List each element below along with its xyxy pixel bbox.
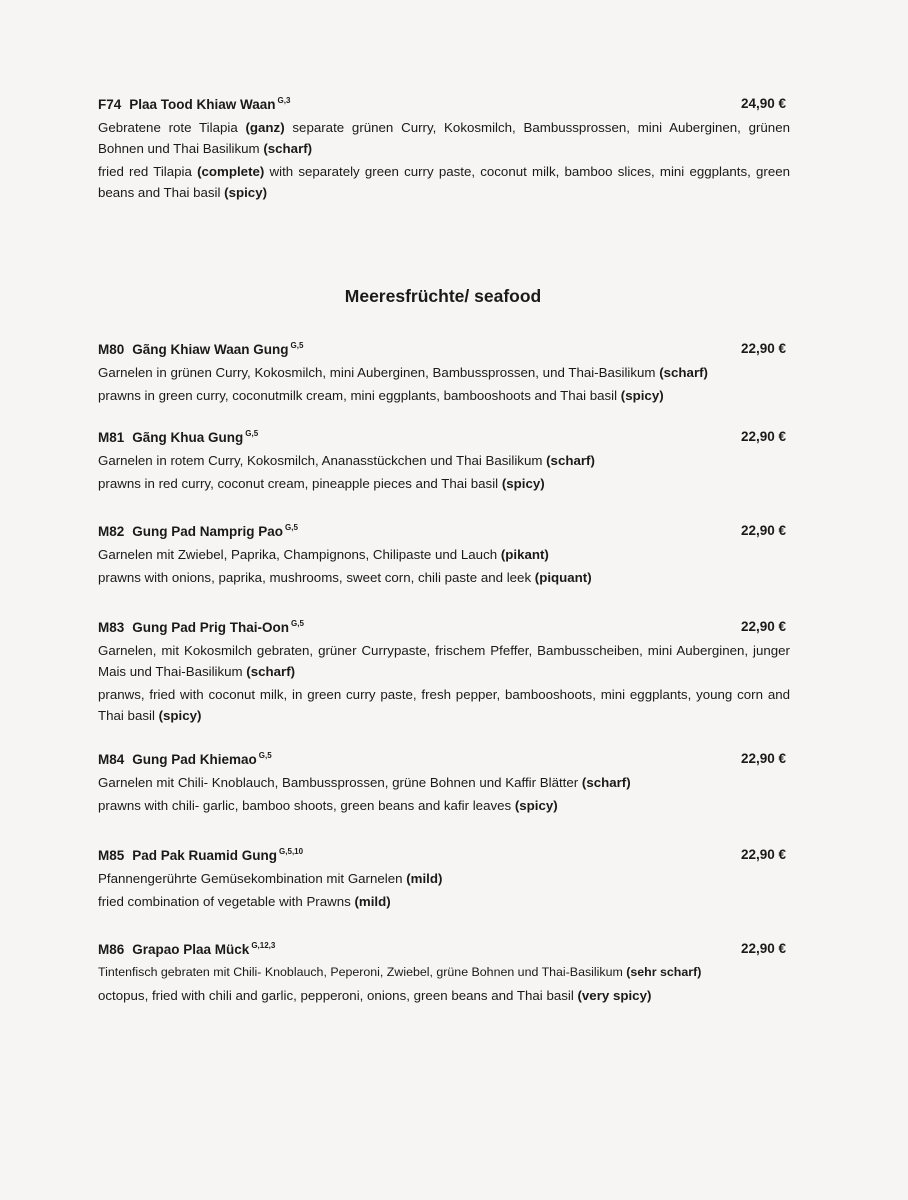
item-description-en: prawns with onions, paprika, mushrooms, sweet corn, chili paste and leek (piquant) — [98, 570, 592, 585]
menu-item-header — [98, 619, 790, 639]
item-allergens: G,5 — [245, 429, 259, 438]
item-name: Gãng Khiaw Waan Gung — [132, 342, 289, 357]
menu-item-header — [98, 523, 790, 543]
menu-item-m84 — [98, 751, 790, 816]
menu-item-header — [98, 847, 790, 867]
item-allergens: G,5,10 — [279, 847, 304, 856]
item-description-en: prawns in green curry, coconutmilk cream, mini eggplants, bambooshoots and Thai basil (spicy) — [98, 388, 664, 403]
menu-item-header — [98, 341, 790, 361]
section-title: Meeresfrüchte/ seafood — [344, 286, 542, 306]
item-price: 22,90 € — [740, 847, 786, 862]
menu-item-m86 — [98, 941, 790, 1006]
menu-item-m83 — [98, 619, 790, 726]
item-code: M83 — [98, 620, 125, 635]
item-name: Grapao Plaa Mück — [132, 942, 250, 957]
menu-item-header — [98, 751, 790, 771]
item-allergens: G,5 — [285, 523, 298, 532]
item-description-de: Garnelen in rotem Curry, Kokosmilch, Ananasstückchen und Thai Basilikum (scharf) — [98, 453, 595, 468]
menu-item-header — [98, 96, 790, 116]
menu-item-f74 — [98, 96, 790, 203]
item-code: M84 — [98, 752, 125, 767]
item-price: 22,90 € — [740, 341, 786, 356]
item-code: M85 — [98, 848, 125, 863]
item-description-de: Garnelen mit Zwiebel, Paprika, Champignons, Chilipaste und Lauch (pikant) — [98, 547, 549, 562]
item-code: M81 — [98, 430, 125, 445]
item-price: 22,90 € — [740, 523, 786, 538]
item-description-en: pranws, fried with coconut milk, in green curry paste, fresh pepper, bambooshoots, mini eggplants, young corn and Thai basil (spicy) — [98, 687, 790, 723]
item-description-de: Garnelen, mit Kokosmilch gebraten, grüner Currypaste, frischem Pfeffer, Bambusscheiben, mini Auberginen, junger Mais und Thai-Basilikum (scharf) — [98, 643, 790, 679]
item-code: M80 — [98, 342, 125, 357]
item-price: 22,90 € — [740, 941, 786, 956]
item-description-de: Gebratene rote Tilapia (ganz) separate grünen Curry, Kokosmilch, Bambussprossen, mini Auberginen, grünen Bohnen und Thai Basilikum (scharf) — [98, 120, 790, 156]
item-description-de: Garnelen mit Chili- Knoblauch, Bambussprossen, grüne Bohnen und Kaffir Blätter (scharf) — [98, 775, 631, 790]
menu-item-m81 — [98, 429, 790, 494]
item-name: Pad Pak Ruamid Gung — [132, 848, 278, 863]
item-allergens: G,3 — [277, 96, 291, 105]
item-name: Gung Pad Namprig Pao — [132, 524, 284, 539]
item-description-en: prawns with chili- garlic, bamboo shoots, green beans and kafir leaves (spicy) — [98, 798, 558, 813]
item-price: 24,90 € — [740, 96, 786, 111]
item-description-de: Garnelen in grünen Curry, Kokosmilch, mini Auberginen, Bambussprossen, und Thai-Basilikum (scharf) — [98, 365, 708, 380]
item-allergens: G,12,3 — [251, 941, 276, 950]
menu-item-m80 — [98, 341, 790, 406]
item-allergens: G,5 — [258, 751, 272, 760]
menu-item-m85 — [98, 847, 790, 912]
item-description-de: Tintenfisch gebraten mit Chili- Knoblauch, Peperoni, Zwiebel, grüne Bohnen und Thai-Basilikum (sehr scharf) — [98, 965, 702, 979]
item-code: M86 — [98, 942, 125, 957]
item-name: Gãng Khua Gung — [132, 430, 244, 445]
menu-item-m82 — [98, 523, 790, 588]
item-code: F74 — [98, 97, 122, 112]
item-price: 22,90 € — [740, 619, 786, 634]
menu-item-header — [98, 429, 790, 449]
menu-item-header — [98, 941, 790, 961]
item-description-en: fried combination of vegetable with Prawns (mild) — [98, 894, 391, 909]
item-price: 22,90 € — [740, 751, 786, 766]
item-code: M82 — [98, 524, 125, 539]
item-name: Gung Pad Khiemao — [132, 752, 257, 767]
item-allergens: G,5 — [291, 619, 304, 628]
item-description-de: Pfannengerührte Gemüsekombination mit Garnelen (mild) — [98, 871, 443, 886]
item-allergens: G,5 — [290, 341, 304, 350]
item-description-en: octopus, fried with chili and garlic, pepperoni, onions, green beans and Thai basil (very spicy) — [98, 988, 652, 1003]
item-name: Gung Pad Prig Thai-Oon — [132, 620, 290, 635]
item-description-en: prawns in red curry, coconut cream, pineapple pieces and Thai basil (spicy) — [98, 476, 545, 491]
item-price: 22,90 € — [740, 429, 786, 444]
item-description-en: fried red Tilapia (complete) with separately green curry paste, coconut milk, bamboo slices, mini eggplants, green beans and Thai basil (spicy) — [98, 164, 791, 200]
item-name: Plaa Tood Khiaw Waan — [129, 97, 276, 112]
